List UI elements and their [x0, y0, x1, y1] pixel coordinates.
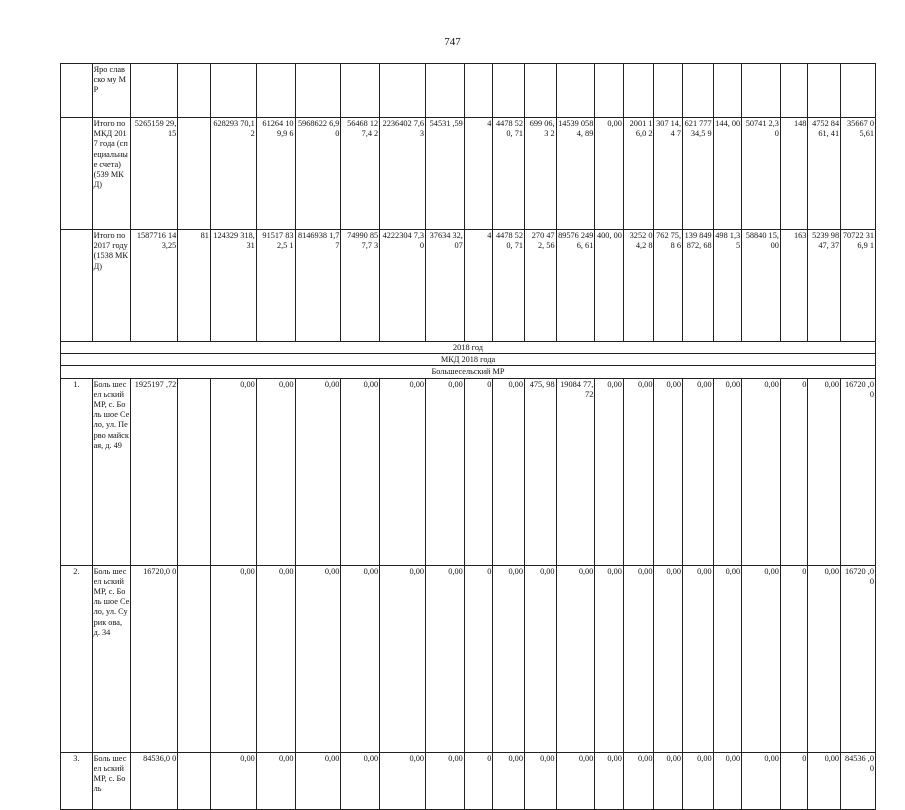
- value-cell: 14539 0584, 89: [556, 118, 595, 230]
- value-cell: [713, 64, 742, 118]
- value-cell: 58840 15,00: [742, 230, 781, 342]
- value-cell: 2001 16,0 2: [623, 118, 654, 230]
- value-cell: 0,00: [683, 752, 714, 809]
- value-cell: 0,00: [742, 752, 781, 809]
- value-cell: 70722 316,9 1: [841, 230, 876, 342]
- section-heading: 2018 год: [61, 342, 876, 354]
- value-cell: 0,00: [210, 752, 256, 809]
- address-cell: Боль шесел ьский МР, с. Боль: [92, 752, 131, 809]
- value-cell: 4222304 7,30: [380, 230, 426, 342]
- value-cell: 5265159 29,15: [131, 118, 178, 230]
- value-cell: [654, 64, 683, 118]
- value-cell: [464, 64, 493, 118]
- value-cell: 4752 8461, 41: [808, 118, 841, 230]
- value-cell: 0: [780, 378, 808, 565]
- value-cell: [295, 64, 341, 118]
- value-cell: [808, 64, 841, 118]
- value-cell: 0,00: [595, 378, 624, 565]
- value-cell: 139 849 872, 68: [683, 230, 714, 342]
- value-cell: 0,00: [808, 378, 841, 565]
- value-cell: 0,00: [426, 378, 465, 565]
- value-cell: 61264 109,9 6: [256, 118, 295, 230]
- value-cell: 699 06,3 2: [524, 118, 556, 230]
- value-cell: 0,00: [295, 378, 341, 565]
- value-cell: [524, 64, 556, 118]
- value-cell: 0,00: [524, 565, 556, 752]
- value-cell: [380, 64, 426, 118]
- value-cell: 19084 77,72: [556, 378, 595, 565]
- value-cell: 0,00: [595, 752, 624, 809]
- value-cell: 0,00: [493, 565, 525, 752]
- value-cell: 0,00: [380, 565, 426, 752]
- value-cell: 0,00: [524, 752, 556, 809]
- value-cell: 74990 857,7 3: [341, 230, 380, 342]
- value-cell: [595, 64, 624, 118]
- address-cell: Боль шесел ьский МР, с. Боль шое Село, ул. Сурик ова, д. 34: [92, 565, 131, 752]
- value-cell: 89576 2496, 61: [556, 230, 595, 342]
- value-cell: 0,00: [210, 378, 256, 565]
- value-cell: 81: [178, 230, 211, 342]
- row-number-cell: [61, 230, 93, 342]
- value-cell: 0,00: [380, 378, 426, 565]
- value-cell: 91517 832,5 1: [256, 230, 295, 342]
- value-cell: 0,00: [623, 378, 654, 565]
- value-cell: 0,00: [556, 565, 595, 752]
- row-number-cell: 2.: [61, 565, 93, 752]
- table-row: [61, 565, 876, 752]
- value-cell: 0,00: [713, 378, 742, 565]
- value-cell: 2236402 7,63: [380, 118, 426, 230]
- row-number-cell: 3.: [61, 752, 93, 809]
- value-cell: 0,00: [426, 565, 465, 752]
- value-cell: 0,00: [380, 752, 426, 809]
- value-cell: 0: [780, 752, 808, 809]
- value-cell: 0,00: [742, 565, 781, 752]
- value-cell: 0,00: [493, 378, 525, 565]
- row-number-cell: [61, 64, 93, 118]
- table-row: [61, 230, 876, 342]
- table-row: [61, 378, 876, 565]
- value-cell: 54531 ,59: [426, 118, 465, 230]
- value-cell: [256, 64, 295, 118]
- value-cell: [178, 118, 211, 230]
- value-cell: 762 75,8 6: [654, 230, 683, 342]
- value-cell: 0,00: [742, 378, 781, 565]
- table-row: [61, 752, 876, 809]
- value-cell: [131, 64, 178, 118]
- value-cell: 0,00: [654, 378, 683, 565]
- value-cell: 0,00: [341, 565, 380, 752]
- value-cell: 5239 9847, 37: [808, 230, 841, 342]
- value-cell: 0,00: [256, 378, 295, 565]
- value-cell: [623, 64, 654, 118]
- value-cell: 628293 70,12: [210, 118, 256, 230]
- value-cell: [780, 64, 808, 118]
- value-cell: [210, 64, 256, 118]
- value-cell: 307 14,4 7: [654, 118, 683, 230]
- value-cell: 0: [780, 565, 808, 752]
- value-cell: 0,00: [295, 565, 341, 752]
- value-cell: 0,00: [210, 565, 256, 752]
- address-cell: Итого по МКД 2017 года (специальные счета) (539 МКД): [92, 118, 131, 230]
- address-cell: Боль шесел ьский МР, с. Боль шое Село, ул. Перво майск ая, д. 49: [92, 378, 131, 565]
- value-cell: 475, 98: [524, 378, 556, 565]
- value-cell: 0,00: [713, 752, 742, 809]
- value-cell: 16720,0 0: [131, 565, 178, 752]
- value-cell: 0,00: [493, 752, 525, 809]
- value-cell: 0,00: [713, 565, 742, 752]
- section-heading: Большесельский МР: [61, 366, 876, 378]
- value-cell: 1587716 143,25: [131, 230, 178, 342]
- value-cell: 1925197 ,72: [131, 378, 178, 565]
- address-cell: Итого по 2017 году (1538 МКД): [92, 230, 131, 342]
- value-cell: 144, 00: [713, 118, 742, 230]
- address-cell: Яро слав ско му МР: [92, 64, 131, 118]
- value-cell: 498 1,35: [713, 230, 742, 342]
- value-cell: 0: [464, 565, 493, 752]
- page-number: 747: [444, 36, 461, 48]
- budget-table: [60, 63, 876, 810]
- value-cell: 400, 00: [595, 230, 624, 342]
- value-cell: 148: [780, 118, 808, 230]
- table-row: [61, 366, 876, 378]
- value-cell: 84536 ,00: [841, 752, 876, 809]
- value-cell: 16720 ,00: [841, 378, 876, 565]
- value-cell: [178, 752, 211, 809]
- value-cell: 3252 04,2 8: [623, 230, 654, 342]
- row-number-cell: [61, 118, 93, 230]
- value-cell: 0,00: [341, 378, 380, 565]
- row-number-cell: 1.: [61, 378, 93, 565]
- value-cell: 0,00: [808, 752, 841, 809]
- value-cell: 4478 520, 71: [493, 230, 525, 342]
- value-cell: 270 472, 56: [524, 230, 556, 342]
- value-cell: 8146938 1,77: [295, 230, 341, 342]
- table-row: [61, 354, 876, 366]
- value-cell: 0,00: [595, 565, 624, 752]
- value-cell: 0,00: [683, 565, 714, 752]
- value-cell: 4478 520, 71: [493, 118, 525, 230]
- value-cell: [178, 64, 211, 118]
- value-cell: 0,00: [654, 565, 683, 752]
- value-cell: 124329 318,31: [210, 230, 256, 342]
- value-cell: 16720 ,00: [841, 565, 876, 752]
- value-cell: 0: [464, 752, 493, 809]
- value-cell: 0,00: [256, 565, 295, 752]
- value-cell: [178, 378, 211, 565]
- table-row: [61, 342, 876, 354]
- value-cell: 0: [464, 378, 493, 565]
- value-cell: 163: [780, 230, 808, 342]
- value-cell: 0,00: [595, 118, 624, 230]
- value-cell: [742, 64, 781, 118]
- value-cell: [493, 64, 525, 118]
- value-cell: 84536,0 0: [131, 752, 178, 809]
- value-cell: 0,00: [808, 565, 841, 752]
- value-cell: 4: [464, 118, 493, 230]
- value-cell: 4: [464, 230, 493, 342]
- value-cell: [178, 565, 211, 752]
- value-cell: 0,00: [654, 752, 683, 809]
- value-cell: [556, 64, 595, 118]
- value-cell: 0,00: [556, 752, 595, 809]
- value-cell: 0,00: [295, 752, 341, 809]
- value-cell: 0,00: [341, 752, 380, 809]
- value-cell: 621 777 34,5 9: [683, 118, 714, 230]
- value-cell: 56468 127,4 2: [341, 118, 380, 230]
- value-cell: [426, 64, 465, 118]
- value-cell: 0,00: [623, 752, 654, 809]
- value-cell: 0,00: [426, 752, 465, 809]
- value-cell: 50741 2,30: [742, 118, 781, 230]
- table-row: [61, 118, 876, 230]
- table-row: [61, 64, 876, 118]
- value-cell: 0,00: [623, 565, 654, 752]
- value-cell: [841, 64, 876, 118]
- section-heading: МКД 2018 года: [61, 354, 876, 366]
- value-cell: 0,00: [256, 752, 295, 809]
- value-cell: [341, 64, 380, 118]
- value-cell: [683, 64, 714, 118]
- value-cell: 35667 05,61: [841, 118, 876, 230]
- value-cell: 37634 32,07: [426, 230, 465, 342]
- value-cell: 5968622 6,90: [295, 118, 341, 230]
- value-cell: 0,00: [683, 378, 714, 565]
